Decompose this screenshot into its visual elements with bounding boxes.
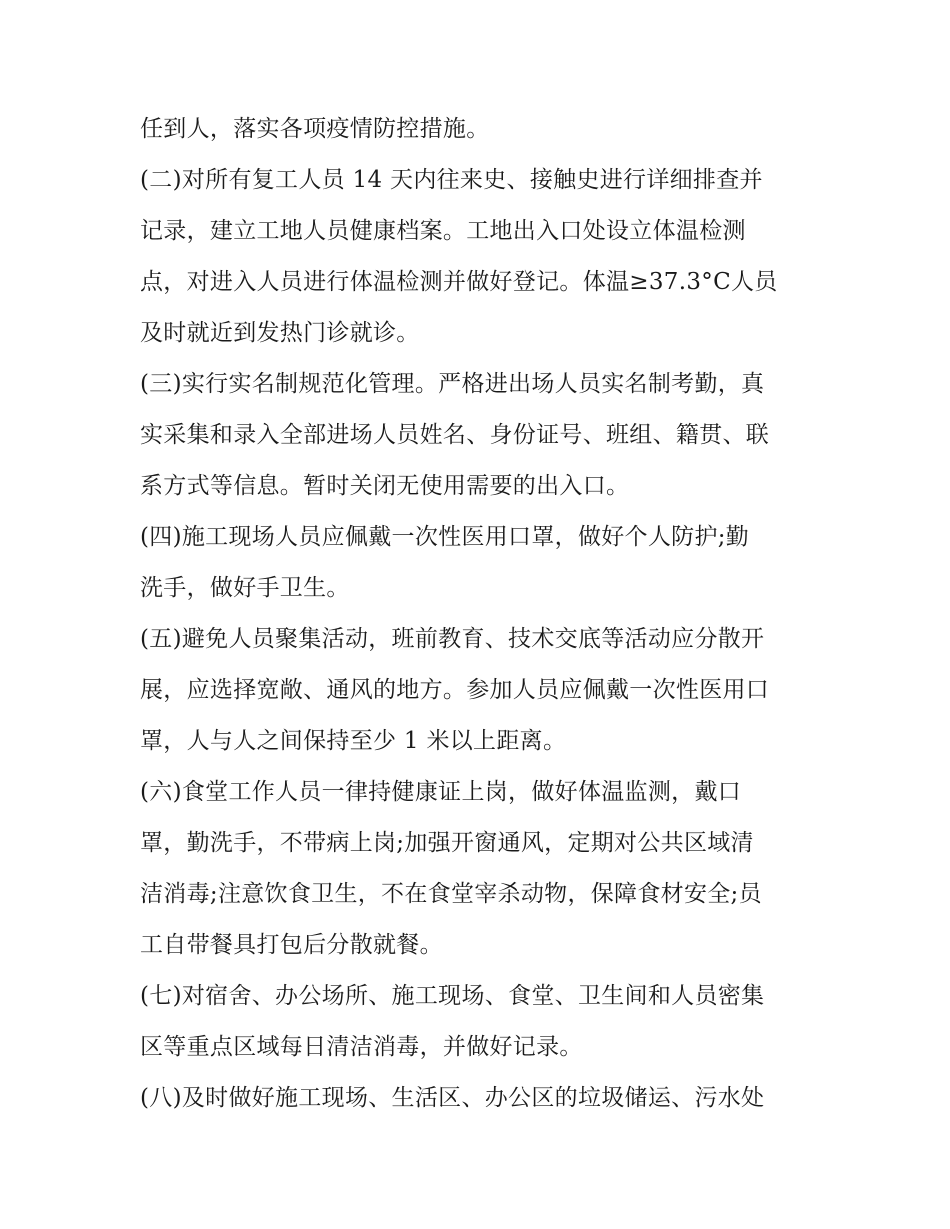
text-line: 区等重点区域每日清洁消毒，并做好记录。: [140, 1034, 583, 1060]
text-line: (二)对所有复工人员 14 天内往来史、接触史进行详细排查并: [140, 167, 763, 193]
text-line: 工自带餐具打包后分散就餐。: [140, 932, 443, 958]
text-line: (四)施工现场人员应佩戴一次性医用口罩，做好个人防护;勤: [140, 524, 750, 550]
text-line: 洗手，做好手卫生。: [140, 575, 350, 601]
text-line: (七)对宿舍、办公场所、施工现场、食堂、卫生间和人员密集: [140, 983, 765, 1009]
text-line: (五)避免人员聚集活动，班前教育、技术交底等活动应分散开: [140, 626, 765, 652]
text-line: 展，应选择宽敞、通风的地方。参加人员应佩戴一次性医用口: [140, 677, 770, 703]
text-line: 任到人，落实各项疫情防控措施。: [140, 116, 490, 142]
document-body: [140, 104, 820, 1124]
text-line: 系方式等信息。暂时关闭无使用需要的出入口。: [140, 473, 630, 499]
text-line: (六)食堂工作人员一律持健康证上岗，做好体温监测，戴口: [140, 779, 742, 805]
text-line: 罩，勤洗手，不带病上岗;加强开窗通风，定期对公共区域清: [140, 830, 754, 856]
text-line: 点，对进入人员进行体温检测并做好登记。体温≥37.3°C人员: [140, 269, 778, 295]
text-line: 洁消毒;注意饮食卫生，不在食堂宰杀动物，保障食材安全;员: [140, 881, 762, 907]
text-line: (八)及时做好施工现场、生活区、办公区的垃圾储运、污水处: [140, 1085, 765, 1111]
text-line: 记录，建立工地人员健康档案。工地出入口处设立体温检测: [140, 218, 746, 244]
text-line: 实采集和录入全部进场人员姓名、身份证号、班组、籍贯、联: [140, 422, 770, 448]
text-line: (三)实行实名制规范化管理。严格进出场人员实名制考勤，真: [140, 371, 765, 397]
text-line: 及时就近到发热门诊就诊。: [140, 320, 420, 346]
text-line: 罩，人与人之间保持至少 1 米以上距离。: [140, 728, 567, 754]
